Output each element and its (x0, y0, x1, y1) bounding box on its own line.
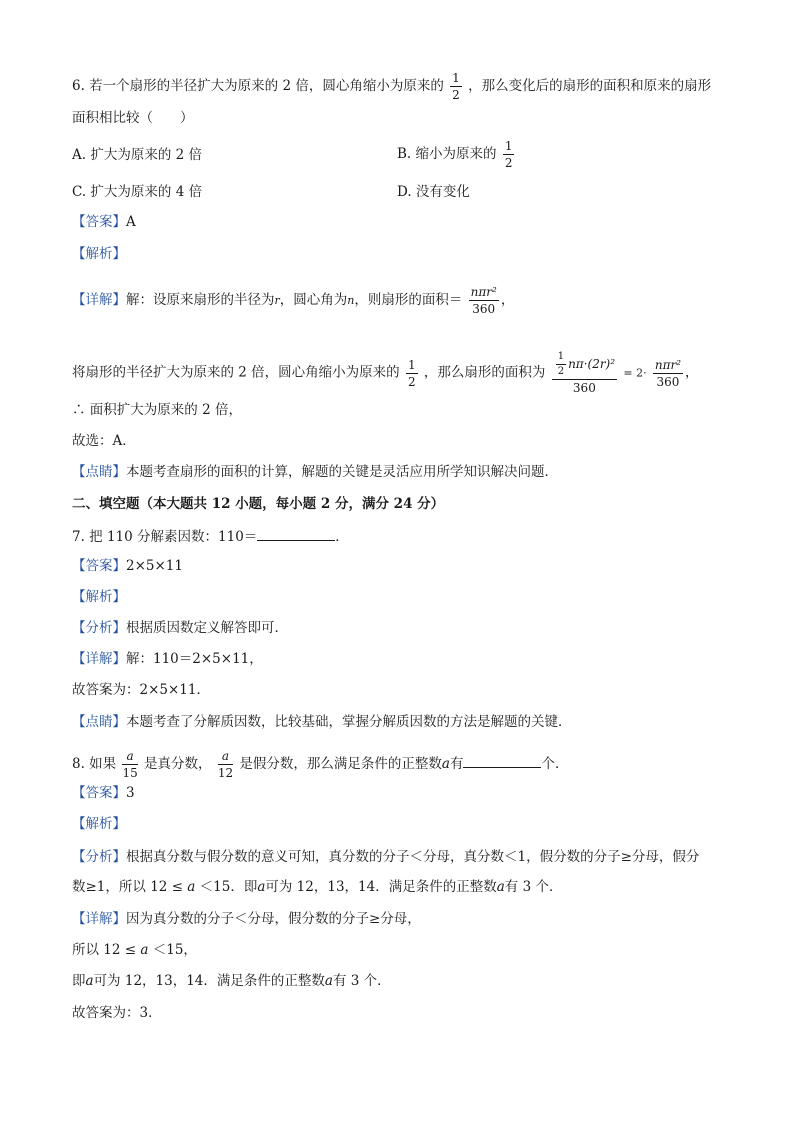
q6-stem-b: ，那么变化后的扇形的面积和原来的扇形 (468, 78, 712, 94)
area-formula-fraction: $\frac{\text{nπr²}}{360}$ (470, 285, 497, 316)
q7-answer-blank[interactable] (257, 526, 335, 541)
section-title: 二、填空题（本大题共 12 小题，每小题 2 分，满分 24 分） (72, 496, 445, 512)
q8-fenxi-line2: 数≥1，所以 12 ≤ a ＜15．即a可为 12，13，14．满足条件的正整数a有 3 个． (72, 879, 563, 895)
q6-stem-line2: 面积相比较（ ） (72, 110, 194, 126)
q8-conclusion: 故答案为：3． (72, 1005, 162, 1021)
double-area-fraction: $\frac{\text{nπr²}}{360}$ (654, 357, 682, 389)
q7-fenxi: 【分析】根据质因数定义解答即可． (72, 620, 288, 636)
q8-fenxi-line1: 【分析】根据真分数与假分数的意义可知，真分数的分子＜分母，真分数＜1，假分数的分子≥分母，假分 (72, 849, 700, 865)
q7-analysis (72, 587, 126, 607)
q6-stem-line1 (72, 72, 711, 101)
q6-answer: 【答案】A (72, 214, 136, 230)
new-area-fraction: $\frac{1}{2}$ nπ·(2r)² 360 (552, 352, 617, 394)
q6-detail-line2: 将扇形的半径扩大为原来的 2 倍，圆心角缩小为原来的 $\frac{1}{2}$ ，那么扇形的面积为 $\frac{1}{2}$ nπ·(2r)² 360 = 2· $\frac{\text{nπr²}}{360}$ ， (72, 351, 699, 395)
q8-detail-line2: 所以 12 ≤ a ＜15， (72, 942, 197, 958)
detail-tag: 【详解】 (72, 292, 126, 308)
q7-comment: 【点睛】本题考查了分解质因数，比较基础，掌握分解质因数的方法是解题的关键． (72, 714, 572, 730)
answer-tag: 【答案】 (72, 214, 126, 230)
q8-analysis (72, 814, 126, 834)
q8-stem: 8. 如果 $\frac{a}{15}$ 是真分数， $\frac{a}{12}$ 是假分数，那么满足条件的正整数a有 个． (72, 749, 569, 780)
analysis-tag: 【解析】 (72, 816, 126, 832)
answer-tag: 【答案】 (72, 785, 126, 801)
q6-option-a: A. 扩大为原来的 2 倍 (72, 147, 203, 163)
q8-fraction-a12: $\frac{a}{12}$ (217, 749, 234, 780)
q6-stem-fraction: $\frac{1}{2}$ (452, 71, 460, 102)
q7-conclusion: 故答案为：2×5×11． (72, 682, 210, 698)
half-fraction: $\frac{1}{2}$ (407, 357, 416, 389)
q6-option-c: C. 扩大为原来的 4 倍 (72, 184, 203, 200)
q6-option-b-fraction: $\frac{1}{2}$ (504, 139, 513, 170)
analysis-tag: 【解析】 (72, 246, 126, 262)
q7-answer: 【答案】2×5×11 (72, 558, 183, 574)
q6-option-b: B. 缩小为原来的 $\frac{1}{2}$ (397, 139, 513, 170)
detail-tag: 【详解】 (72, 911, 126, 927)
q8-answer: 【答案】3 (72, 785, 135, 801)
q7-stem: 7. 把 110 分解素因数：110＝ ． (72, 526, 349, 547)
q6-analysis (72, 244, 126, 264)
answer-tag: 【答案】 (72, 558, 126, 574)
q6-option-d: D. 没有变化 (397, 184, 470, 200)
q6-comment: 【点睛】本题考查扇形的面积的计算，解题的关键是灵活应用所学知识解决问题． (72, 464, 558, 480)
comment-tag: 【点睛】 (72, 464, 126, 480)
q8-detail-line1: 【详解】因为真分数的分子＜分母，假分数的分子≥分母， (72, 911, 421, 927)
q8-detail-line3: 即a可为 12，13，14．满足条件的正整数a有 3 个． (72, 973, 391, 989)
q6-stem-a: 6. 若一个扇形的半径扩大为原来的 2 倍，圆心角缩小为原来的 (72, 78, 444, 94)
detail-tag: 【详解】 (72, 651, 126, 667)
comment-tag: 【点睛】 (72, 714, 126, 730)
q8-answer-blank[interactable] (463, 753, 541, 768)
q6-detail-line3: ∴ 面积扩大为原来的 2 倍， (72, 402, 242, 418)
q8-fraction-a15: $\frac{a}{15}$ (122, 749, 138, 780)
q6-detail-line4: 故选：A． (72, 433, 136, 449)
analysis-tag: 【解析】 (72, 589, 126, 605)
fenxi-tag: 【分析】 (72, 849, 126, 865)
q6-detail-line1: 【详解】解：设原来扇形的半径为r，圆心角为n，则扇形的面积＝ $\frac{\text{nπr²}}{360}$ ， (72, 285, 515, 316)
fenxi-tag: 【分析】 (72, 620, 126, 636)
q7-detail: 【详解】解：110＝2×5×11， (72, 651, 263, 667)
